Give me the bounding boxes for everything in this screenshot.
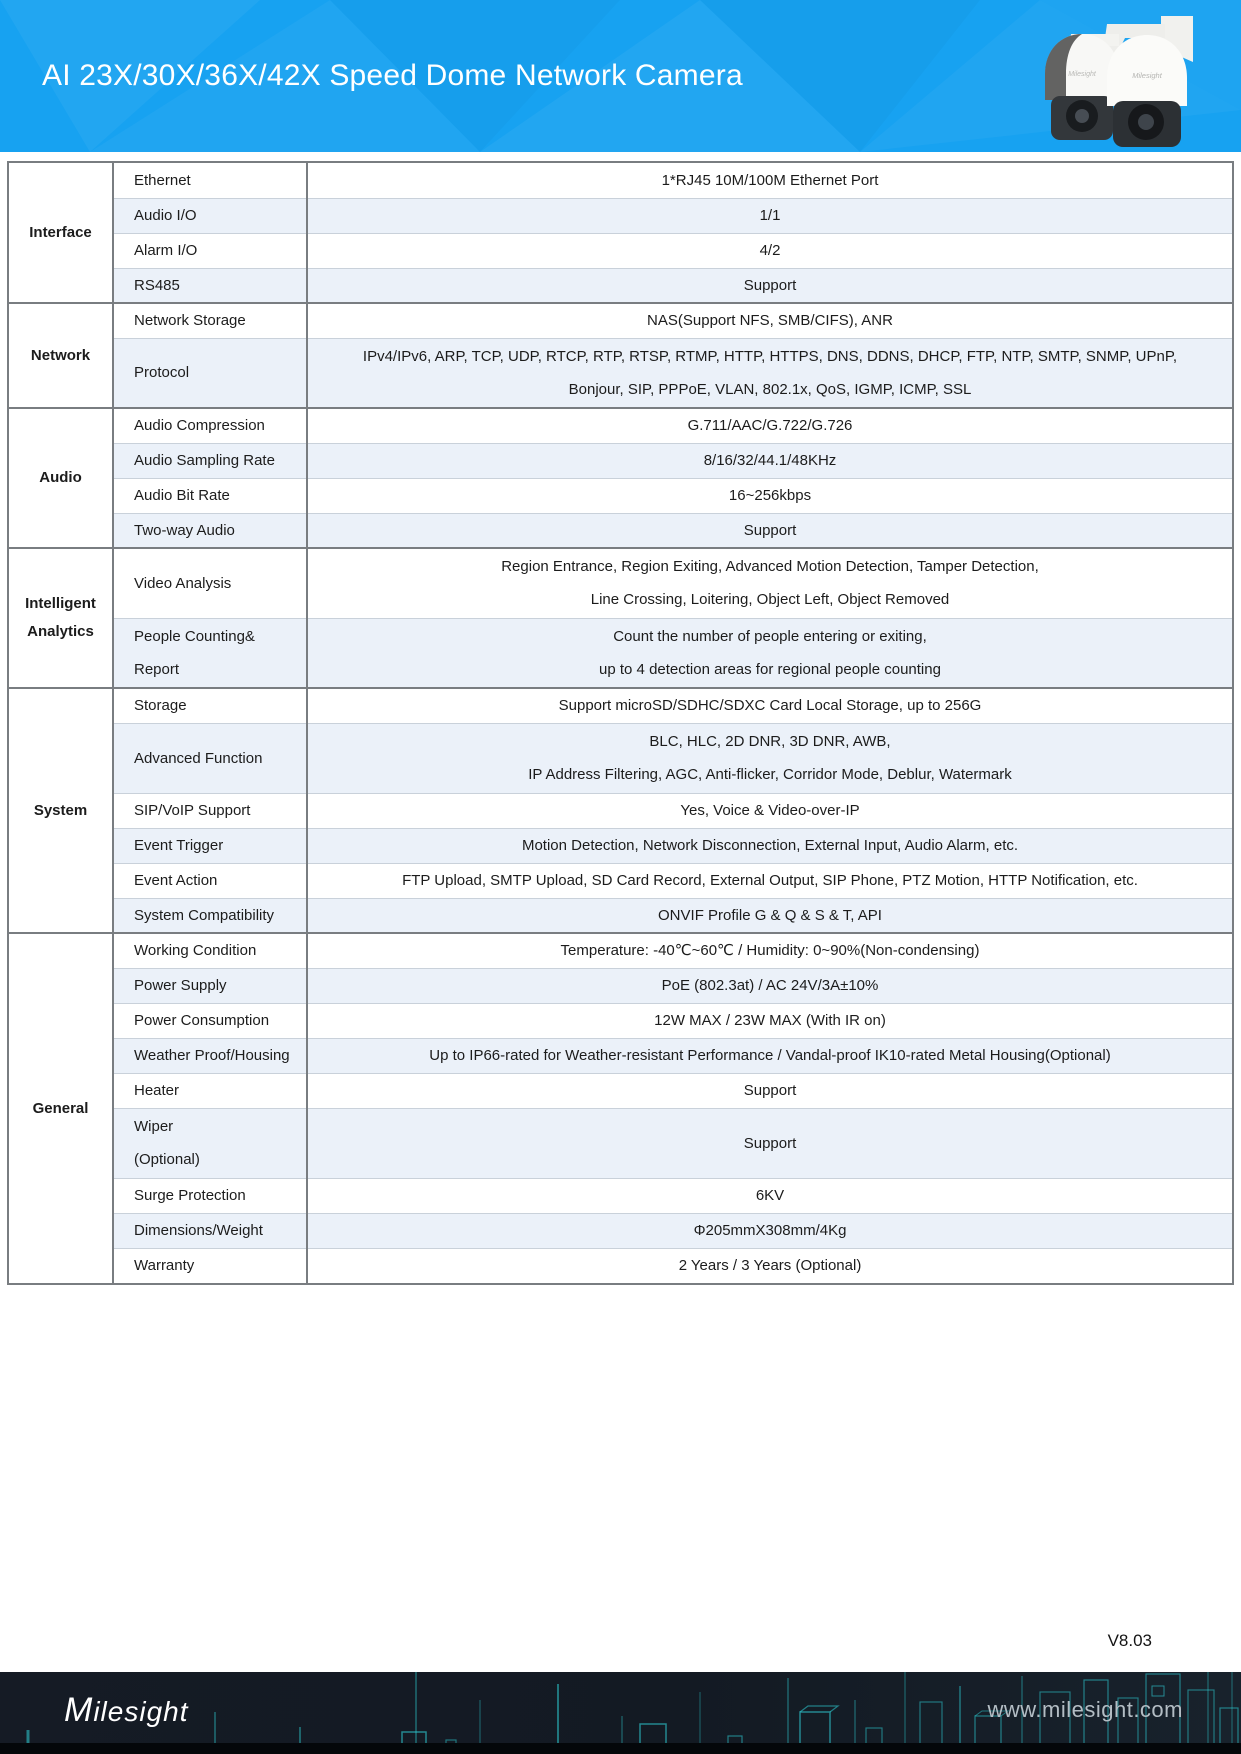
table-row [9,933,1232,968]
spec-value-cell: 2 Years / 3 Years (Optional) [307,1248,1232,1283]
table-row [9,1178,1232,1213]
table-row [9,1003,1232,1038]
spec-value-cell: FTP Upload, SMTP Upload, SD Card Record, External Output, SIP Phone, PTZ Motion, HTTP Notification, etc. [307,863,1232,898]
spec-value-cell: Temperature: -40℃~60℃ / Humidity: 0~90%(Non-condensing) [307,933,1232,968]
spec-value-cell: NAS(Support NFS, SMB/CIFS), ANR [307,303,1232,338]
category-cell: System [9,688,113,933]
footer-bar [0,1672,1241,1754]
category-cell: Interface [9,163,113,303]
spec-value-cell: PoE (802.3at) / AC 24V/3A±10% [307,968,1232,1003]
spec-label-cell: Audio Compression [113,408,307,443]
spec-label-cell: Ethernet [113,163,307,198]
spec-value-cell: IPv4/IPv6, ARP, TCP, UDP, RTCP, RTP, RTSP, RTMP, HTTP, HTTPS, DNS, DDNS, DHCP, FTP, NTP, SMTP, SNMP, UPnP, Bonjour, SIP, PPPoE, VLAN, 802.1x, QoS, IGMP, ICMP, SSL [307,338,1232,408]
category-cell: Intelligent Analytics [9,548,113,688]
spec-value-cell: Support [307,268,1232,303]
table-row [9,198,1232,233]
spec-value-cell: Count the number of people entering or exiting, up to 4 detection areas for regional people counting [307,618,1232,688]
spec-label-cell: Warranty [113,1248,307,1283]
spec-label-cell: Working Condition [113,933,307,968]
spec-label-cell: RS485 [113,268,307,303]
spec-value-cell: Support [307,1108,1232,1178]
table-row [9,548,1232,618]
spec-label-cell: Two-way Audio [113,513,307,548]
table-row [9,233,1232,268]
table-row [9,513,1232,548]
spec-value-cell: Support [307,513,1232,548]
page-title: AI 23X/30X/36X/42X Speed Dome Network Camera [42,59,743,92]
spec-value-cell: Yes, Voice & Video-over-IP [307,793,1232,828]
spec-value-cell: Up to IP66-rated for Weather-resistant Performance / Vandal-proof IK10-rated Metal Housing(Optional) [307,1038,1232,1073]
table-row [9,1038,1232,1073]
spec-table [9,163,1232,1283]
category-cell: Network [9,303,113,408]
spec-label-cell: Audio I/O [113,198,307,233]
spec-label-cell: Power Supply [113,968,307,1003]
svg-text:Milesight: Milesight [1068,71,1096,78]
spec-value-cell: Motion Detection, Network Disconnection, External Input, Audio Alarm, etc. [307,828,1232,863]
spec-value-cell: 6KV [307,1178,1232,1213]
milesight-logo-text: ilesight [93,1695,189,1727]
spec-value-cell: 8/16/32/44.1/48KHz [307,443,1232,478]
table-row [9,898,1232,933]
spec-label-cell: Storage [113,688,307,723]
spec-value-cell: BLC, HLC, 2D DNR, 3D DNR, AWB, IP Address Filtering, AGC, Anti-flicker, Corridor Mode, Deblur, Watermark [307,723,1232,793]
spec-label-cell: Wiper (Optional) [113,1108,307,1178]
spec-label-cell: Weather Proof/Housing [113,1038,307,1073]
category-cell: General [9,933,113,1283]
spec-label-cell: Video Analysis [113,548,307,618]
table-row [9,723,1232,793]
table-row [9,338,1232,408]
table-row [9,1213,1232,1248]
spec-label-cell: Audio Sampling Rate [113,443,307,478]
table-row [9,268,1232,303]
spec-label-cell: People Counting& Report [113,618,307,688]
spec-label-cell: Audio Bit Rate [113,478,307,513]
spec-value-cell: Region Entrance, Region Exiting, Advanced Motion Detection, Tamper Detection, Line Crossing, Loitering, Object Left, Object Removed [307,548,1232,618]
table-row [9,968,1232,1003]
spec-value-cell: ONVIF Profile G & Q & S & T, API [307,898,1232,933]
spec-table-body [9,163,1232,1283]
version-label: V8.03 [1107,1631,1152,1650]
spec-label-cell: Event Action [113,863,307,898]
spec-value-cell: Support microSD/SDHC/SDXC Card Local Storage, up to 256G [307,688,1232,723]
website-url: www.milesight.com [987,1697,1183,1722]
spec-value-cell: Φ205mmX308mm/4Kg [307,1213,1232,1248]
table-row [9,688,1232,723]
table-row [9,1073,1232,1108]
spec-value-cell: Support [307,1073,1232,1108]
spec-label-cell: Protocol [113,338,307,408]
spec-label-cell: SIP/VoIP Support [113,793,307,828]
spec-label-cell: System Compatibility [113,898,307,933]
table-row [9,793,1232,828]
table-row [9,863,1232,898]
milesight-logo [64,1691,189,1730]
spec-value-cell: G.711/AAC/G.722/G.726 [307,408,1232,443]
spec-label-cell: Heater [113,1073,307,1108]
table-row [9,478,1232,513]
table-row [9,618,1232,688]
header-banner [0,0,1241,152]
spec-label-cell: Dimensions/Weight [113,1213,307,1248]
spec-value-cell: 12W MAX / 23W MAX (With IR on) [307,1003,1232,1038]
spec-label-cell: Advanced Function [113,723,307,793]
product-image [1011,4,1211,150]
spec-table-wrapper [7,161,1234,1285]
table-row [9,828,1232,863]
table-row [9,443,1232,478]
spec-label-cell: Power Consumption [113,1003,307,1038]
table-row [9,1248,1232,1283]
spec-label-cell: Event Trigger [113,828,307,863]
spec-value-cell: 16~256kbps [307,478,1232,513]
table-row [9,408,1232,443]
spec-value-cell: 1*RJ45 10M/100M Ethernet Port [661,171,879,189]
svg-text:Milesight: Milesight [1132,71,1162,80]
spec-value-cell: 1/1 [307,198,1232,233]
spec-label-cell: Alarm I/O [113,233,307,268]
spec-label-cell: Surge Protection [113,1178,307,1213]
table-row [9,303,1232,338]
spec-value-cell: 4/2 [307,233,1232,268]
spec-label-cell: Network Storage [113,303,307,338]
table-row [9,163,1232,198]
category-cell: Audio [9,408,113,548]
table-row [9,1108,1232,1178]
milesight-logo-initial: M [64,1690,94,1729]
